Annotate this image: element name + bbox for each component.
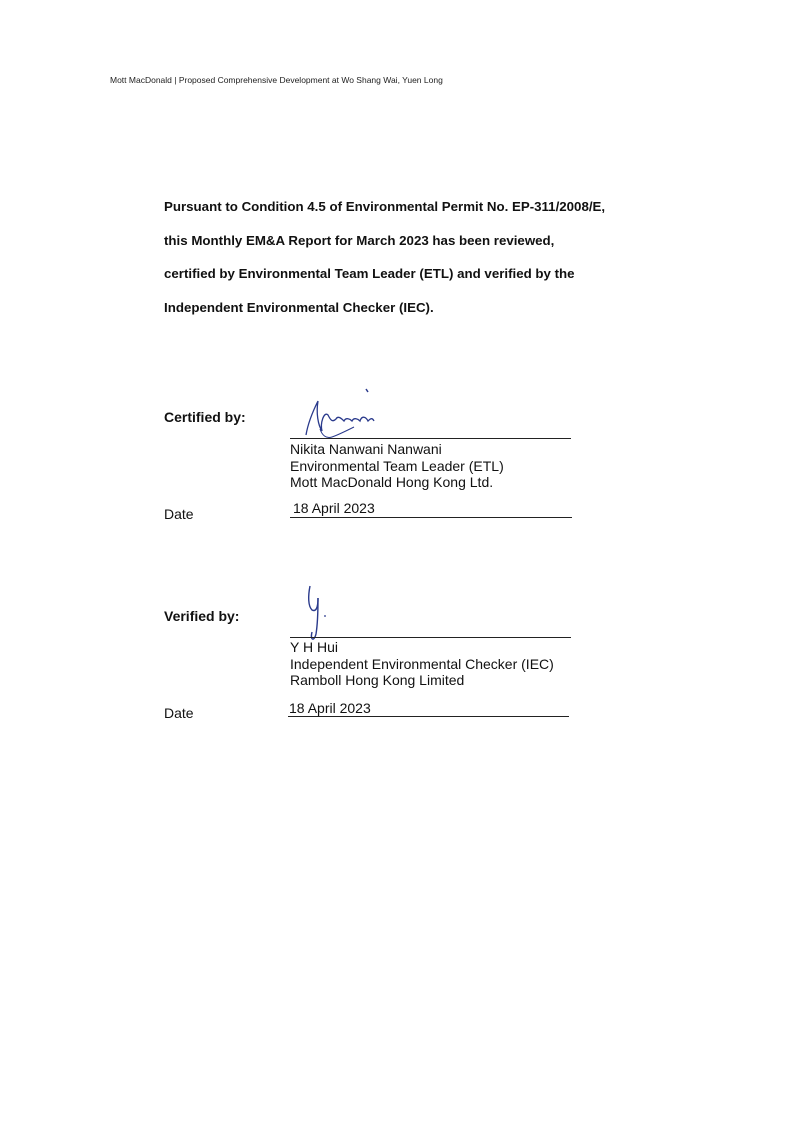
certifier-details (290, 441, 504, 491)
page-header: Mott MacDonald | Proposed Comprehensive Development at Wo Shang Wai, Yuen Long (110, 75, 443, 85)
verifier-company: Ramboll Hong Kong Limited (290, 672, 465, 688)
certifier-name: Nikita Nanwani Nanwani (290, 441, 442, 457)
verified-by-label: Verified by: (164, 608, 240, 624)
verifier-name: Y H Hui (290, 639, 338, 655)
verified-date-label: Date (164, 705, 194, 721)
date-line-verified (288, 716, 569, 717)
statement-line: this Monthly EM&A Report for March 2023 has been reviewed, (164, 232, 555, 248)
certified-date-label: Date (164, 506, 194, 522)
certifier-company: Mott MacDonald Hong Kong Ltd. (290, 474, 494, 490)
verified-date: 18 April 2023 (289, 700, 371, 716)
certification-statement (164, 190, 684, 324)
verifier-details (290, 639, 554, 689)
signature-line-certified (290, 438, 571, 439)
etl-signature (296, 385, 386, 445)
certified-date: 18 April 2023 (293, 500, 375, 516)
date-line-certified (290, 517, 572, 518)
certifier-role: Environmental Team Leader (ETL) (290, 457, 504, 474)
signature-line-verified (290, 637, 571, 638)
certified-by-label: Certified by: (164, 409, 246, 425)
statement-line: Independent Environmental Checker (IEC). (164, 299, 434, 315)
statement-line: Pursuant to Condition 4.5 of Environmental Permit No. EP-311/2008/E, (164, 199, 606, 214)
verifier-role: Independent Environmental Checker (IEC) (290, 655, 554, 672)
statement-line: certified by Environmental Team Leader (ETL) and verified by the (164, 266, 575, 281)
